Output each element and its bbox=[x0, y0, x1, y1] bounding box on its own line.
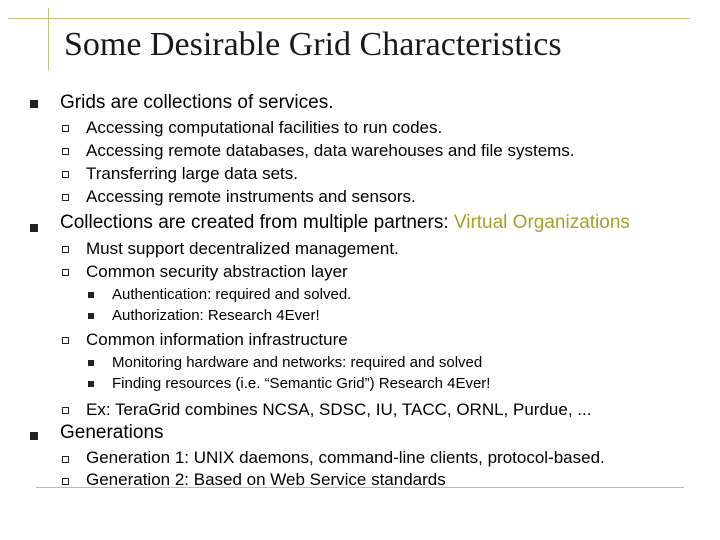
bullet-info-infrastructure: Common information infrastructure bbox=[86, 330, 348, 349]
bullet-teragrid: Ex: TeraGrid combines NCSA, SDSC, IU, TACC, ORNL, Purdue, ... bbox=[86, 400, 592, 419]
virtual-organizations-highlight: Virtual Organizations bbox=[453, 212, 630, 233]
left-frame-line bbox=[48, 8, 49, 70]
bullet-decentralized: Must support decentralized management. bbox=[86, 239, 399, 258]
square-bullet-icon bbox=[88, 360, 94, 366]
bullet-authentication: Authentication: required and solved. bbox=[112, 286, 352, 303]
bullet-transfer: Transferring large data sets. bbox=[86, 164, 298, 183]
bullet-generation-2: Generation 2: Based on Web Service standards bbox=[86, 470, 446, 489]
slide-title: Some Desirable Grid Characteristics bbox=[64, 26, 562, 63]
bullet-monitoring: Monitoring hardware and networks: required and solved bbox=[112, 354, 483, 371]
square-bullet-icon bbox=[30, 432, 38, 440]
hollow-square-bullet-icon bbox=[62, 171, 69, 178]
bullet-security: Common security abstraction layer bbox=[86, 262, 348, 281]
bullet-collections bbox=[60, 212, 630, 234]
top-frame-line bbox=[8, 18, 690, 19]
square-bullet-icon bbox=[88, 292, 94, 298]
hollow-square-bullet-icon bbox=[62, 478, 69, 485]
square-bullet-icon bbox=[88, 313, 94, 319]
hollow-square-bullet-icon bbox=[62, 246, 69, 253]
hollow-square-bullet-icon bbox=[62, 456, 69, 463]
bullet-collections-text: Collections are created from multiple partners: bbox=[60, 212, 454, 233]
bullet-instruments: Accessing remote instruments and sensors. bbox=[86, 187, 416, 206]
hollow-square-bullet-icon bbox=[62, 148, 69, 155]
bullet-databases: Accessing remote databases, data warehouses and file systems. bbox=[86, 141, 575, 160]
bullet-generation-1: Generation 1: UNIX daemons, command-line clients, protocol-based. bbox=[86, 448, 605, 467]
bullet-authorization: Authorization: Research 4Ever! bbox=[112, 307, 320, 324]
square-bullet-icon bbox=[30, 224, 38, 232]
bullet-grids-services: Grids are collections of services. bbox=[60, 92, 334, 113]
hollow-square-bullet-icon bbox=[62, 194, 69, 201]
hollow-square-bullet-icon bbox=[62, 269, 69, 276]
bullet-finding-resources: Finding resources (i.e. “Semantic Grid”) Research 4Ever! bbox=[112, 375, 491, 392]
hollow-square-bullet-icon bbox=[62, 125, 69, 132]
hollow-square-bullet-icon bbox=[62, 407, 69, 414]
bullet-generations: Generations bbox=[60, 422, 164, 443]
square-bullet-icon bbox=[30, 100, 38, 108]
square-bullet-icon bbox=[88, 381, 94, 387]
bullet-computational: Accessing computational facilities to run codes. bbox=[86, 118, 443, 137]
hollow-square-bullet-icon bbox=[62, 337, 69, 344]
